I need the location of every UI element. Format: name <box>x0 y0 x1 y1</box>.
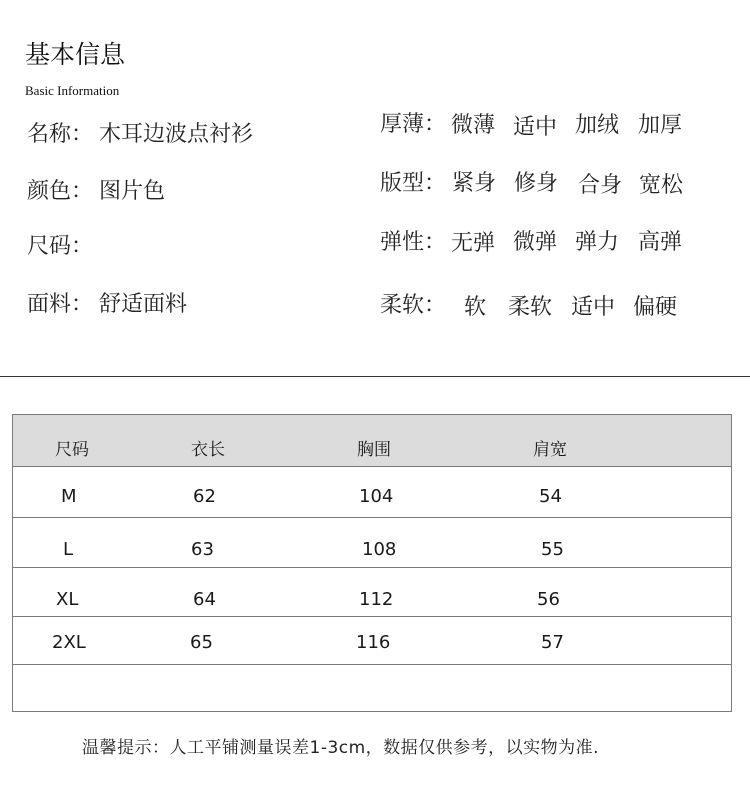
header-size: 尺码 <box>55 440 89 460</box>
row-l-length: 63 <box>191 539 214 560</box>
softness-option-1: 软 <box>464 295 487 320</box>
softness-option-2-selected: 柔软 <box>508 295 553 320</box>
table-row <box>13 568 731 617</box>
row-m-size: M <box>61 486 77 507</box>
thickness-option-1: 微薄 <box>451 113 496 138</box>
table-row-empty <box>13 665 731 711</box>
fabric-label: 面料： <box>27 292 94 317</box>
row-xl-shoulder: 56 <box>537 589 560 610</box>
color-label: 颜色： <box>27 179 94 204</box>
elasticity-option-1-selected: 无弹 <box>451 231 496 256</box>
size-row <box>27 233 99 261</box>
row-m-chest: 104 <box>359 486 394 507</box>
color-row <box>27 178 165 206</box>
thickness-option-2-selected: 适中 <box>513 115 558 140</box>
elasticity-label: 弹性： <box>380 230 447 255</box>
row-2xl-size: 2XL <box>52 632 86 653</box>
fabric-row <box>27 291 187 319</box>
header-chest: 胸围 <box>357 440 391 460</box>
elasticity-option-4: 高弹 <box>638 230 683 255</box>
row-m-shoulder: 54 <box>539 486 562 507</box>
measurement-tip: 温馨提示：人工平铺测量误差1-3cm，数据仅供参考，以实物为准. <box>82 738 600 758</box>
row-l-size: L <box>63 539 74 560</box>
row-xl-length: 64 <box>193 589 216 610</box>
softness-label: 柔软： <box>380 293 447 318</box>
size-table <box>12 414 732 712</box>
table-row <box>13 467 731 518</box>
name-label: 名称： <box>27 122 94 147</box>
section-subtitle: Basic Information <box>25 83 120 98</box>
name-value: 木耳边波点衬衫 <box>99 122 254 147</box>
header-length: 衣长 <box>191 440 225 460</box>
size-label: 尺码： <box>27 234 94 259</box>
elasticity-option-3: 弹力 <box>575 230 620 255</box>
softness-option-4: 偏硬 <box>633 295 678 320</box>
fit-option-2: 修身 <box>514 171 559 196</box>
row-l-chest: 108 <box>362 539 397 560</box>
row-l-shoulder: 55 <box>541 539 564 560</box>
table-header <box>13 415 731 467</box>
elasticity-option-2: 微弹 <box>513 230 558 255</box>
section-title: 基本信息 <box>25 40 126 69</box>
color-value: 图片色 <box>99 179 166 204</box>
fit-option-3: 合身 <box>578 173 623 198</box>
thickness-label: 厚薄： <box>380 112 447 137</box>
fit-label: 版型： <box>380 171 447 196</box>
row-xl-chest: 112 <box>359 589 394 610</box>
row-2xl-chest: 116 <box>356 632 391 653</box>
table-row <box>13 518 731 568</box>
row-m-length: 62 <box>193 486 216 507</box>
row-2xl-length: 65 <box>190 632 213 653</box>
row-xl-size: XL <box>56 589 79 610</box>
thickness-option-4: 加厚 <box>638 113 683 138</box>
name-row <box>27 121 253 149</box>
section-divider <box>0 376 750 377</box>
table-row <box>13 617 731 665</box>
thickness-option-3: 加绒 <box>575 113 620 138</box>
fabric-value: 舒适面料 <box>99 292 188 317</box>
header-shoulder: 肩宽 <box>533 440 567 460</box>
fit-option-1: 紧身 <box>452 171 497 196</box>
softness-option-3: 适中 <box>571 295 616 320</box>
row-2xl-shoulder: 57 <box>541 632 564 653</box>
fit-option-4-selected: 宽松 <box>639 173 684 198</box>
